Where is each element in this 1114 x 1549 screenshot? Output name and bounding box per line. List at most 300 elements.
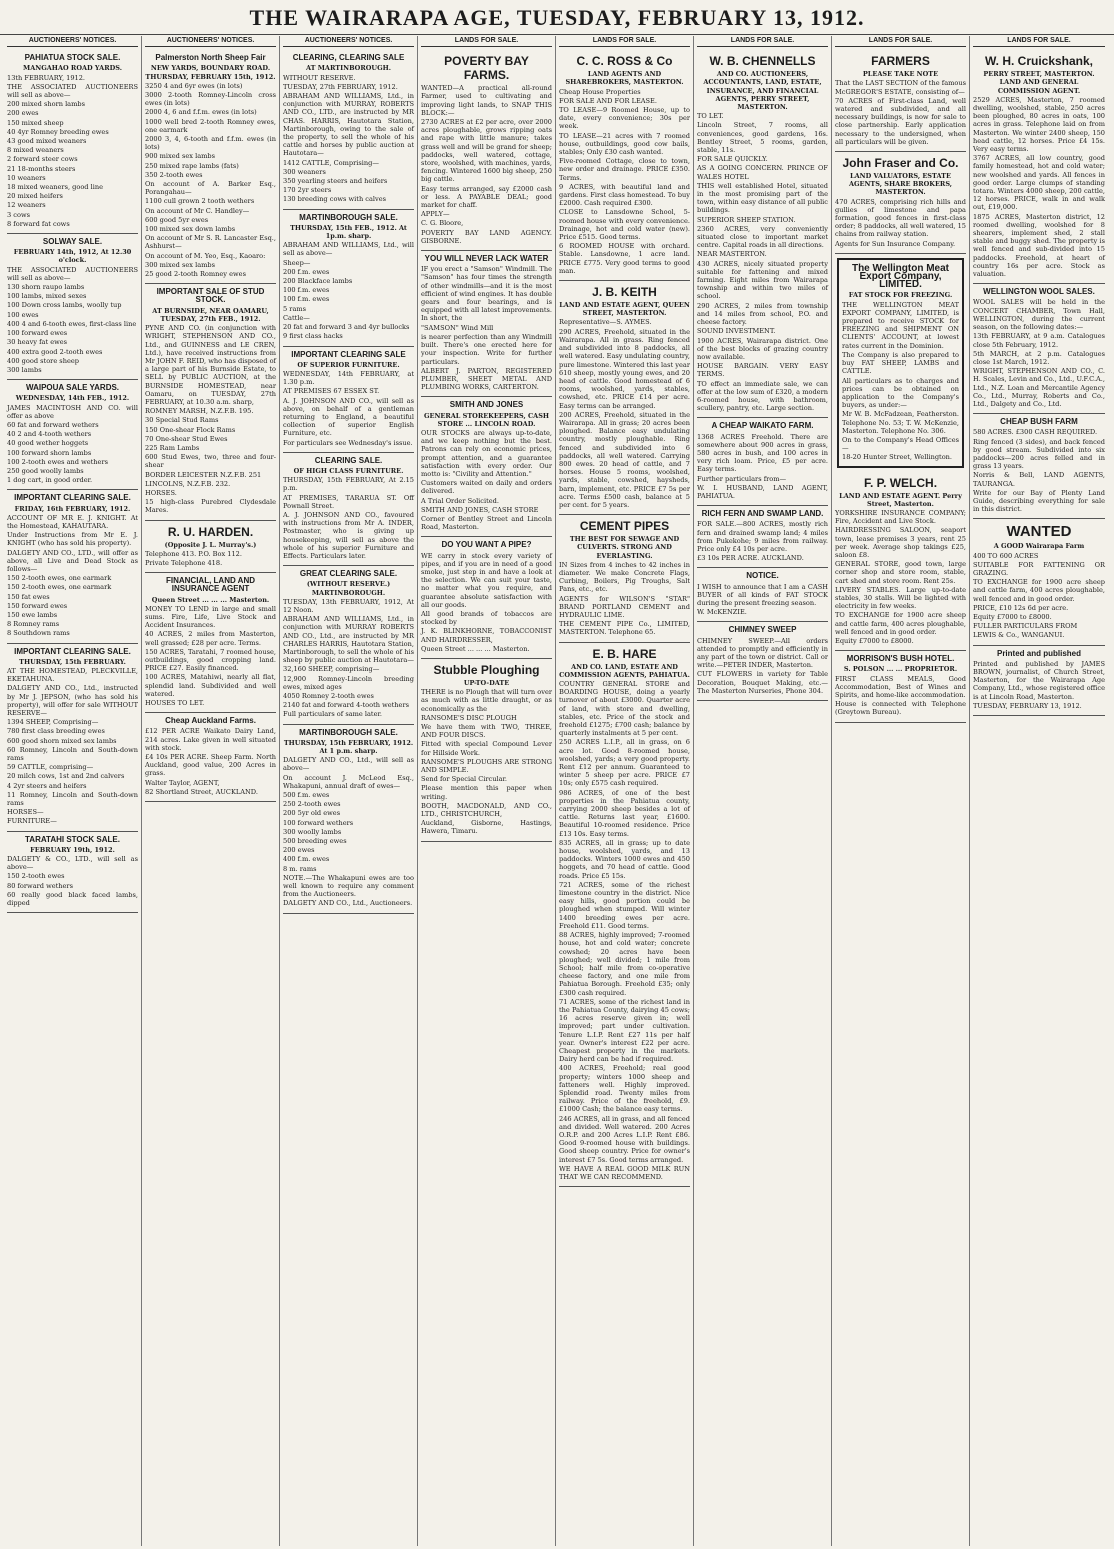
ad-line: TO LEASE—21 acres with 7 roomed house, outbuildings, good cow bails, stables; Only £30 cash wanted. <box>559 131 690 157</box>
ad-line: 250 mixed rape lambs (fats) <box>145 161 239 170</box>
ad-line: SOUND INVESTMENT. <box>697 327 776 336</box>
ad-line: HAIRDRESSING SALOON, seaport town, lease premises 3 years, rent 25 per week. Average shop takings £25, saloon £8. <box>835 526 966 559</box>
ad-line: SUITABLE FOR FATTENING OR GRAZING. <box>973 560 1105 577</box>
ad-line: House is connected with Telephone (Greytown Bureau). <box>835 700 966 717</box>
ad-line: 400 good store sheep <box>7 356 79 365</box>
advertisement <box>283 566 414 724</box>
advertisement <box>7 380 138 490</box>
ad-title: CLEARING, CLEARING SALE <box>292 53 405 63</box>
ad-line: 2529 ACRES, Masterton, 7 roomed dwelling, woolshed, stable, 250 acres been ploughed, 80 acres in oats, 100 acres in grass. Telephone laid on from Masterton. We winter 2400 sheep, 150 head cattle, 12 horses. Price £4 15s. Very easy terms. <box>973 95 1105 154</box>
ad-line: is nearer perfection than any Windmill built. There's one erected here for your inspection. Write for further particulars. <box>421 332 552 366</box>
advertisement <box>973 646 1105 716</box>
advertisement <box>145 573 276 713</box>
ad-line: HORSES— <box>7 808 44 817</box>
ad-title: CEMENT PIPES <box>579 519 670 534</box>
ad-line: 400 4 and 6-tooth ewes, first-class line <box>7 319 137 328</box>
ad-line: 25 good 2-tooth Romney ewes <box>145 270 246 279</box>
ad-line: 8 forward fat cows <box>7 219 70 228</box>
ad-line: 986 ACRES, of one of the best properties in the Pahiatua county, carrying 2000 sheep besides a lot of cattle. Returns last year, £1600. Beautiful 10-roomed residence. Price £13 10s. Easy terms. <box>559 788 690 838</box>
ad-line: 18 mixed weaners, good line <box>7 183 103 192</box>
ad-subtitle: FEBRUARY 14th, 1912, At 12.30 o'clock. <box>13 248 132 265</box>
advertisement <box>697 568 828 622</box>
ad-line: 20 mixed heifers <box>7 192 63 201</box>
masthead <box>0 0 1114 35</box>
ad-line: SUPERIOR SHEEP STATION. <box>697 215 796 224</box>
ad-line: Auckland, Gisborne, Hastings, Hawera, Timaru. <box>421 819 552 836</box>
ad-line: £12 PER ACRE Waikato Dairy Land, 214 acres. Lake given in well situated with stock. <box>145 727 276 752</box>
advertisement <box>973 50 1105 284</box>
ad-line: 150 2-tooth ewes, one earmark <box>7 574 112 583</box>
ad-line: RANSOME'S PLOUGHS ARE STRONG AND SIMPLE. <box>421 757 552 775</box>
ad-line: The Company is also prepared to buy FAT SHEEP, LAMBS and CATTLE. <box>842 350 959 376</box>
ad-title: A CHEAP WAIKATO FARM. <box>711 421 814 431</box>
ad-subtitle: NEW YARDS, BOUNDARY ROAD. THURSDAY, FEBRUARY 15th, 1912. <box>145 64 276 81</box>
ad-title: IMPORTANT CLEARING SALE <box>291 349 406 359</box>
ad-line: 70 ACRES of First-class Land, well watered and subdivided, and all necessary buildings, is now for sale to close partnership. Early application necessary to the undersigned, when all particulars will be given. <box>835 96 966 146</box>
ad-line: FIRST CLASS MEALS, Good Accommodation, Best of Wines and Spirits, and home-like accommodation. <box>835 674 966 699</box>
ad-title: MARTINBOROUGH SALE. <box>299 212 398 222</box>
ad-line: 13th FEBRUARY, 1912. <box>7 73 86 82</box>
ad-line: 1000 well bred 2-tooth Romney ewes, one earmark <box>145 117 276 134</box>
ad-subtitle: THURSDAY, 15th FEBRUARY. <box>19 657 126 666</box>
ad-subtitle: FAT STOCK FOR FREEZING. <box>848 291 953 300</box>
ad-subtitle: Queen Street ... ... ... Masterton. <box>151 595 270 604</box>
ad-line: 100 lambs, mixed sexes <box>7 292 87 301</box>
ad-line: That the LAST SECTION of the famous McGREGOR'S ESTATE, consisting of— <box>835 79 966 96</box>
advertisement <box>7 490 138 643</box>
ad-line: 3250 4 and 6yr ewes (in lots) <box>145 81 243 90</box>
ad-line: THE ASSOCIATED AUCTIONEERS will sell as above— <box>7 265 138 282</box>
ad-line: WOOL SALES will be held in the CONCERT CHAMBER, Town Hall, WELLINGTON, during the current season, on the following dates:— <box>973 298 1105 332</box>
ad-line: ABRAHAM AND WILLIAMS, Ltd., will sell as above— <box>283 241 414 258</box>
ad-line: LIVERY STABLES. Large up-to-date stables, 30 stalls. Will be lighted with electricity in few weeks. <box>835 585 966 611</box>
ad-line: A. J. JOHNSON AND CO., favoured with instructions from Mr A. INDER, Postmaster, who is giving up housekeeping, will sell as above the whole of his superior Furniture and Effects. Particulars later. <box>283 510 414 560</box>
advertisement <box>283 725 414 914</box>
ad-line: 1412 CATTLE, Comprising— <box>283 158 379 167</box>
ad-line: 150 2-tooth ewes, one earmark <box>7 583 112 592</box>
ad-line: I WISH to announce that I am a CASH BUYER of all kinds of FAT STOCK during the present freezing season. <box>697 582 828 607</box>
ad-line: £4 10s PER ACRE. Sheep Farm. North Auckland, good value, 200 Acres in grass. <box>145 753 276 778</box>
ad-title: SMITH AND JONES <box>449 400 524 410</box>
ad-line: Ring fenced (3 sides), and back fenced by good stream. Subdivided into six paddocks—200 acres felled and in grass 13 years. <box>973 437 1105 471</box>
ad-line: 32,160 SHEEP, comprising— <box>283 665 380 674</box>
ad-line: 100 forward shorn lambs <box>7 448 92 457</box>
ad-line: Fitted with special Compound Lever for Hillside Work. <box>421 740 552 757</box>
ad-line: LINCOLNS, N.Z.F.B. 232. <box>145 479 231 488</box>
advertisement <box>973 284 1105 414</box>
advertisement <box>421 251 552 397</box>
ad-title: Printed and published <box>996 648 1081 658</box>
ad-line: 1875 ACRES, Masterton district, 12 roomed dwelling, woolshed for 8 shearers, implement shed, 2 stall stable and buggy shed. The property is well fenced and sub-divided into 15 paddocks. Freehold, at heart of country 16s per acre. Stock as valuation. <box>973 212 1105 279</box>
ad-title: C. C. ROSS & Co <box>576 54 673 69</box>
ad-line: 500 breeding ewes <box>283 837 347 846</box>
ad-line: 40 2 and 4-tooth wethers <box>7 430 92 439</box>
advertisement <box>421 397 552 537</box>
ad-line: THURSDAY, 15th FEBRUARY, At 2.15 p.m. <box>283 476 414 493</box>
ad-line: On to the Company's Head Offices— <box>842 435 959 453</box>
ad-line: JAMES MACINTOSH AND CO. will offer as above <box>7 403 138 420</box>
ad-line: 2000 4, 6 and f.f.m. ewes (in lots) <box>145 108 257 117</box>
ad-title: IMPORTANT CLEARING SALE. <box>14 493 131 503</box>
ad-line: WE carry in stock every variety of pipes, and if you are in need of a good smoke, just step in and have a look at the selection. We can suit your taste, no matter what you require, and guarantee absolute satisfaction with all our goods. <box>421 551 552 609</box>
ad-line: Please mention this paper when writing. <box>421 784 552 801</box>
ad-line: Printed and published by JAMES BROWN, journalist, of Church Street, Masterton, for the Wairarapa Age Company, Ltd., whose registered office is at Lincoln Road, Masterton. <box>973 659 1105 701</box>
advertisement <box>973 519 1105 645</box>
ad-line: On account of Mr C. Handley— <box>145 206 250 215</box>
ad-line: HOUSE BARGAIN. VERY EASY TERMS. <box>697 362 828 379</box>
column-8 <box>970 36 1108 1546</box>
ad-line: 100 f.m. ewes <box>283 295 330 304</box>
ad-line: A. J. JOHNSON AND CO., will sell as above, on behalf of a gentleman returning to England, a beautiful collection of superior English Furniture, etc. <box>283 396 414 438</box>
ad-line: Private Telephone 418. <box>145 558 223 567</box>
advertisement <box>145 50 276 284</box>
ad-line: ABRAHAM AND WILLIAMS, Ltd., in conjunction with MURRAY, ROBERTS AND CO., LTD., are instructed by MR CHAS. HARRIS, Hautotara Station, Martinborough, owing to the sale of the property, to sell the whole of his cattle and horses by public auction at Hautotara— <box>283 92 414 158</box>
advertisement <box>835 152 966 254</box>
ad-line: 100 ACRES, Matahiwi, nearly all flat, splendid land. Subdivided and well watered. <box>145 673 276 698</box>
ad-line: 100 forward ewes <box>7 329 68 338</box>
ad-title: Palmerston North Sheep Fair <box>155 53 266 63</box>
ad-title: IMPORTANT SALE OF STUD STOCK. <box>156 287 265 305</box>
ad-subtitle: LAND VALUATORS, ESTATE AGENTS, SHARE BROKERS, MASTERTON. <box>848 172 953 197</box>
ad-line: PRICE, £10 12s 6d per acre. <box>973 603 1069 612</box>
ad-line: Customers waited on daily and orders delivered. <box>421 479 552 496</box>
ad-title: MORRISON'S BUSH HOTEL. <box>846 654 955 664</box>
ad-line: Further particulars from— <box>697 474 787 483</box>
ad-line: 30 heavy fat ewes <box>7 338 68 347</box>
ad-line: CUT FLOWERS in variety for Table Decoration, Bouquet Making, etc.—The Masterton Nurseries, Phone 304. <box>697 670 828 695</box>
ad-line: THE CEMENT PIPE Co., LIMITED, MASTERTON. Telephone 65. <box>559 620 690 637</box>
ad-line: 12 weaners <box>7 201 46 210</box>
ad-line: On account J. McLeod Esq., Whakapuni, annual draft of ewes— <box>283 773 414 790</box>
ad-subtitle: PLEASE TAKE NOTE <box>862 70 939 79</box>
ad-title: CHEAP BUSH FARM <box>1000 417 1078 427</box>
ad-line: ABRAHAM AND WILLIAMS, Ltd., in conjunction with MURRAY ROBERTS AND CO., Ltd., are instructed by MR CHARLES HARRIS, Hautotara Station, Martinborough, to sell the whole of his sheep by public auction at Hautotara— <box>283 615 414 665</box>
ad-line: 200 ewes <box>283 846 315 855</box>
ad-title: W. H. Cruickshank, <box>984 54 1094 69</box>
ad-line: 3 cows <box>7 210 30 219</box>
ad-title: FARMERS <box>871 54 930 69</box>
ad-line: GENERAL STORE, good town, large corner shop and store room, stable, cart shed and store room. Rent 25s. <box>835 560 966 585</box>
advertisement <box>559 643 690 1188</box>
ad-title: RICH FERN AND SWAMP LAND. <box>701 509 824 519</box>
ad-line: DALGETY AND CO., Ltd., will sell as above— <box>283 756 414 773</box>
ad-line: WITHOUT RESERVE. <box>283 73 356 82</box>
ad-subtitle: AT MARTINBOROUGH. <box>305 64 392 73</box>
ad-title: PAHIATUA STOCK SALE. <box>24 53 121 63</box>
ad-title: MARTINBOROUGH SALE. <box>299 727 398 737</box>
column-header: AUCTIONEERS' NOTICES. <box>145 36 276 47</box>
ad-title: Stubble Ploughing <box>433 663 540 677</box>
ad-line: HORSES. <box>145 488 177 497</box>
ad-line: TO LET. <box>697 112 724 121</box>
ad-line: IN Sizes from 4 inches to 42 inches in diameter. We make Concrete Flags, Curbing, Boilers, Pig Troughs, Salt Pans, etc., etc. <box>559 560 690 594</box>
column-header: LANDS FOR SALE. <box>835 36 966 47</box>
ad-line: 130 shorn raupo lambs <box>7 283 85 292</box>
ad-line: 200 5yr old ewes <box>283 809 341 818</box>
ad-title: The Wellington Meat Export Company, LIMITED. <box>851 262 950 291</box>
ad-subtitle: S. POLSON ... ... PROPRIETOR. <box>843 665 958 674</box>
ad-line: 835 ACRES, all in grass; up to date house, woolshed, yards, and 13 paddocks. Winters 1000 ewes and 450 hoggets, and 70 head of cattle. Good roads. Price £5 15s. <box>559 838 690 880</box>
ad-line: CLOSE to Lansdowne School, 5-roomed house with every convenience. Drainage, hot and cold water (new). Price £515. Good terms. <box>559 208 690 242</box>
ad-title: E. B. HARE <box>592 646 657 661</box>
ad-line: Corner of Bentley Street and Lincoln Road, Masterton. <box>421 514 552 532</box>
ad-line: 400 extra good 2-tooth ewes <box>7 347 103 356</box>
ad-title: W. B. CHENNELLS <box>709 54 816 69</box>
ad-line: FULLER PARTICULARS FROM <box>973 622 1078 631</box>
ad-line: 30 Special Stud Rams <box>145 416 219 425</box>
ad-line: 100 forward wethers <box>283 818 354 827</box>
ad-line: NOTE.—The Whakapuni ewes are too well known to require any comment from the Auctioneers. <box>283 873 414 899</box>
ad-line: 300 mixed sex lambs <box>145 260 215 269</box>
ad-title: CLEARING SALE. <box>314 455 383 465</box>
ad-line: WEDNESDAY, 14th FEBRUARY, at 1.30 p.m. <box>283 369 414 387</box>
ad-subtitle: WEDNESDAY, 14th FEB., 1912. <box>15 394 130 403</box>
ad-line: 350 yearling steers and heifers <box>283 177 388 186</box>
ad-title: POVERTY BAY FARMS. <box>444 54 529 83</box>
ad-line: IF you erect a "Samson" Windmill. The "Samson" has four times the strength of other windmills—and it is the most efficient of wind engines. It has double gears and four bearings, and is equipped with all latest improvements. In short, the <box>421 265 552 323</box>
ad-line: 290 ACRES, 2 miles from township and 14 miles from school, P.O. and cheese factory. <box>697 301 828 327</box>
ad-subtitle: OF HIGH CLASS FURNITURE. <box>293 466 404 475</box>
advertisement <box>283 210 414 347</box>
ad-line: 59 CATTLE, comprising— <box>7 763 94 772</box>
ad-line: FOR SALE.—800 ACRES, mostly rich fern and drained swamp land; 4 miles from Pukekohe; 9 miles from railway. Price only £4 10s per acre. <box>697 520 828 553</box>
ad-line: 1 dog cart, in good order. <box>7 476 93 485</box>
ad-title: GREAT CLEARING SALE. <box>299 569 398 579</box>
advertisement <box>559 281 690 515</box>
ad-line: 2360 ACRES, very conveniently situated close to important market centre. Capital roads in all directions. <box>697 224 828 250</box>
ad-line: 290 ACRES, Freehold, situated in the Wairarapa. All in grass. Ring fenced and subdivided into 8 paddocks, all well watered. Easy undulating country, pure limestone. Wintered this last year 610 sheep, mostly young ewes, and 20 head of cattle. Good homestead of 6 rooms, woolshed, yards, stables, cowshed, etc. PRICE £14 per acre. Easy terms can be arranged. <box>559 327 690 410</box>
ad-line: TO LEASE—9 Roomed House, up to date, every convenience; 30s per week. <box>559 106 690 131</box>
ad-line: W. McKENZIE. <box>697 608 747 617</box>
ad-line: YORKSHIRE INSURANCE COMPANY; Fire, Accident and Live Stock. <box>835 508 966 526</box>
ad-line: CHIMNEY SWEEP.—All orders attended to promptly and efficiently in any part of the town or district. Call or write.—PETER INDER, Masterton. <box>697 636 828 670</box>
ad-line: On account of Mr S. R. Lancaster Esq., Ashhurst— <box>145 234 276 251</box>
advertisement <box>145 521 276 574</box>
ad-subtitle: AT BURNSIDE, NEAR OAMARU, TUESDAY, 27th FEB., 1912. <box>152 306 269 323</box>
ad-line: 5 rams <box>283 304 307 313</box>
ad-line: 400 TO 600 ACRES <box>973 551 1039 560</box>
column-header: LANDS FOR SALE. <box>697 36 828 47</box>
ad-line: DALGETY AND CO., LTD., will offer as above, all Live and Dead Stock as follows— <box>7 548 138 573</box>
advertisement <box>837 258 964 468</box>
ad-line: BORDER LEICESTER N.Z.F.B. 251 <box>145 470 262 479</box>
ad-title: SOLWAY SALE. <box>42 237 103 247</box>
ad-line: 5th MARCH, at 2 p.m. Catalogues close 1st March, 1912. <box>973 349 1105 366</box>
ad-line: Lincoln Street, 7 rooms, all conveniences, good gardens, 16s. Bentley Street, 5 rooms, garden, stable, 11s. <box>697 121 828 155</box>
ad-line: 200 ACRES, Freehold, situated in the Wairarapa. All in grass; 20 acres been ploughed. Balance easy undulating country, mostly ploughable. Ring fenced and subdivided into 6 paddocks, all well watered. Carrying 800 ewes. 20 head of cattle, and 7 horses. House 5 rooms, woolshed, yards, stable, cowshed, haysheds, barn, implement, etc. PRICE £7 5s per acre. Terms £500 cash, balance at 5 per cent. for 5 years. <box>559 410 690 509</box>
ad-title: Cheap Auckland Farms. <box>165 716 256 726</box>
ad-title: TARATAHI STOCK SALE. <box>25 834 120 844</box>
ad-line: Sheep— <box>283 258 311 267</box>
ad-line: RANSOME'S DISC PLOUGH <box>421 713 517 722</box>
advertisement <box>283 453 414 566</box>
ad-line: On account of A. Barker Esq., Porangahau— <box>145 180 276 197</box>
ad-line: 40 4yr Romney breeding ewes <box>7 127 109 136</box>
ad-line: Agents for Sun Insurance Company. <box>835 239 956 248</box>
ad-line: 3767 ACRES, all low country, good family homestead, hot and cold water; new woolshed and yards. All fences in good order. Large clumps of standing totara. Winters 4000 sheep, 200 cattle, 12 horses. PRICE, walk in and walk out, £19,000. <box>973 154 1105 212</box>
ad-line: Norris & Bell, LAND AGENTS, TAURANGA. <box>973 471 1105 488</box>
column-7 <box>832 36 970 1546</box>
advertisement <box>697 506 828 568</box>
ad-subtitle: MANGAHAO ROAD YARDS. <box>23 64 122 73</box>
ad-line: Equity £7000 to £8000. <box>835 636 914 645</box>
ad-line: Telephone 413. P.O. Box 112. <box>145 549 242 558</box>
column-2 <box>142 36 280 1546</box>
ad-line: 71 ACRES, some of the richest land in the Pahiatua County, dairying 45 cows; 16 acres reserve given in; well improved; part under cultivation. Tenure L.I.P. Rent £27 11s per half year. Owner's interest £22 per acre. Cheapest property in the markets. Dairy herd can be had if required. <box>559 997 690 1064</box>
ad-line: TUESDAY, 27th FEBRUARY, 1912. <box>283 82 398 91</box>
ad-line: 100 ewes <box>7 310 39 319</box>
ad-line: Five-roomed Cottage, close to town, new order and drainage. PRICE £350. Terms. <box>559 157 690 182</box>
advertisement <box>697 418 828 506</box>
ad-line: ROMNEY MARSH, N.Z.F.B. 195. <box>145 407 254 416</box>
ad-line: Write for our Bay of Plenty Land Guide, describing everything for sale in this district. <box>973 488 1105 514</box>
ad-title: John Fraser and Co. <box>842 156 959 171</box>
ad-line: 246 ACRES, all in grass, and all fenced and divided. Well watered. 200 Acres O.R.P. and 200 Acres L.I.P. Rent £86. Good 9-roomed house with buildings. Good sheep country. Price for owner's interest £7 5s. Good terms arranged. <box>559 1114 690 1164</box>
advertisement <box>421 659 552 842</box>
ad-subtitle: LAND AGENTS AND SHAREBROKERS, MASTERTON. <box>565 70 684 87</box>
ad-line: 300 weaners <box>283 167 326 176</box>
advertisement <box>697 50 828 418</box>
ad-line: 21 18-months steers <box>7 164 76 173</box>
advertisement <box>7 50 138 234</box>
advertisement <box>7 832 138 914</box>
ad-line: WE HAVE A REAL GOOD MILK RUN THAT WE CAN RECOMMEND. <box>559 1164 690 1181</box>
ad-line: 600 Stud Ewes, two, three and four-shear <box>145 453 276 470</box>
ad-line: THERE is no Plough that will turn over as much with as little draught, or as economically as the <box>421 688 552 713</box>
ad-line: 6 ROOMED HOUSE with orchard. Stable. Lansdowne, 1 acre land. PRICE £775. Very good terms to good man. <box>559 242 690 275</box>
advertisement <box>559 50 690 281</box>
ad-line: All particulars as to charges and prices can be obtained on application to the Company's buyers, as under:— <box>842 376 959 410</box>
ad-line: POVERTY BAY LAND AGENCY. GISBORNE. <box>421 228 552 245</box>
ad-subtitle: THURSDAY, 15th FEB., 1912. At 1p.m. sharp. <box>290 223 407 241</box>
ad-line: 60 fat and forward wethers <box>7 420 99 429</box>
advertisement <box>7 644 138 832</box>
ad-line: 150 ACRES, Taratahi, 7 roomed house, outbuildings, good cropping land. PRICE £27. Easily financed. <box>145 647 276 673</box>
ad-line: 1100 cull grown 2 tooth wethers <box>145 197 255 206</box>
ad-line: AT PREMISES, TARARUA ST. Off Pownall Street. <box>283 493 414 510</box>
ad-line: 780 first class breeding ewes <box>7 727 105 736</box>
ad-line: 8 Southdown rams <box>7 629 70 638</box>
ad-title: FINANCIAL, LAND AND INSURANCE AGENT <box>165 576 256 594</box>
column-3 <box>280 36 418 1546</box>
ad-line: 250 ACRES L.I.P., all in grass, on 6 acre lot. Good 8-roomed house, woolshed, yards; a very good property. Rent £12 per annum. Guaranteed to winter 5 sheep per acre. PRICE £7 10s; only £575 cash required. <box>559 738 690 788</box>
ad-line: 130 breeding cows with calves <box>283 195 387 204</box>
column-5 <box>556 36 694 1546</box>
ad-line: 200 f.m. ewes <box>283 267 330 276</box>
ad-line: 4050 Romney 2-tooth ewes <box>283 692 374 701</box>
ad-line: 82 Shortland Street, AUCKLAND. <box>145 787 258 796</box>
ad-line: SMITH AND JONES, CASH STORE <box>421 505 539 514</box>
ad-subtitle: LAND AND ESTATE AGENT. Perry Street, Masterton. <box>839 491 962 508</box>
ad-subtitle: AND CO. AUCTIONEERS, ACCOUNTANTS, LAND, ESTATE, INSURANCE, AND FINANCIAL AGENTS, PERRY STREET, MASTERTON. <box>703 70 822 112</box>
advertisement <box>559 515 690 642</box>
ad-line: 200 Blackface lambs <box>283 277 353 286</box>
ad-line: MONEY TO LEND in large and small sums. Fire, Life, Live Stock and Accident Insurances. <box>145 604 276 630</box>
ad-line: AS A GOING CONCERN. PRINCE OF WALES HOTEL <box>697 164 828 181</box>
ad-line: 430 ACRES, nicely situated property suitable for fattening and mixed farming. Eight miles from Wairarapa township and within two miles of school. <box>697 259 828 301</box>
ad-line: AT THE HOMESTEAD, PLECKVILLE, EKETAHUNA. <box>7 667 138 684</box>
ad-line: TO EXCHANGE for 1900 acre sheep and cattle farm, 400 acres ploughable, well fenced and in good order. <box>835 611 966 636</box>
ad-line: 225 Ram Lambs <box>145 443 200 452</box>
ad-line: Representative—S. AYMES. <box>559 318 652 327</box>
ad-line: 150 mixed sheep <box>7 118 64 127</box>
ad-subtitle: AND CO. LAND, ESTATE AND COMMISSION AGENTS, PAHIATUA. <box>559 662 690 679</box>
ad-line: TO EXCHANGE for 1900 acre sheep and cattle farm, 400 acres ploughable, well fenced and in good order. <box>973 578 1105 603</box>
ad-line: We have them with TWO, THREE, AND FOUR DISCS. <box>421 723 552 740</box>
ad-subtitle: OF SUPERIOR FURNITURE. <box>297 360 400 369</box>
ad-line: 400 ACRES, Freehold; real good property; winters 1000 sheep and fatteners well. Highly improved. Splendid road. Twenty miles from railway. Price of the freehold, £9. £1000 Cash; the balance easy terms. <box>559 1064 690 1114</box>
ad-line: FURNITURE— <box>7 817 57 826</box>
ad-line: OUR STOCKS are always up-to-date, and we keep nothing but the best. Patrons can rely on economic prices, prompt attention, and a guarantee satisfaction with every order. Our motto is: "Civility and Attention." <box>421 428 552 478</box>
column-header: LANDS FOR SALE. <box>559 36 690 47</box>
ad-line: THIS well established Hotel, situated in the most promising part of the town, within easy distance of all public buildings. <box>697 181 828 215</box>
ad-line: 150 forward ewes <box>7 601 68 610</box>
ad-line: 721 ACRES, some of the richest limestone country in the district. Nice easy hills, good portion could be ploughed when stumped. Will winter 1400 breeding ewes per acre. Freehold £11. Good terms. <box>559 880 690 930</box>
ad-subtitle: THURSDAY, 15th FEBRUARY, 1912. At 1 p.m. sharp. <box>283 738 414 756</box>
ad-line: 600 good shorn mixed sex lambs <box>7 736 117 745</box>
advertisement <box>421 50 552 251</box>
ad-line: WANTED—A practical all-round Farmer, used to cultivating and improving light lands, to SNAP THIS BLOCK:— <box>421 84 552 117</box>
ad-line: 9 ACRES, with beautiful land and gardens. First class homestead. To buy £2000. Cash required £300. <box>559 182 690 208</box>
column-header: LANDS FOR SALE. <box>421 36 552 47</box>
ad-title: DO YOU WANT A PIPE? <box>441 540 532 550</box>
ad-subtitle: THE BEST FOR SEWAGE AND CULVERTS. STRONG AND EVERLASTING. <box>569 535 680 560</box>
ad-subtitle: PERRY STREET, MASTERTON. LAND AND GENERAL COMMISSION AGENT. <box>983 70 1095 95</box>
column-6 <box>694 36 832 1546</box>
ad-line: TUESDAY, 13th FEBRUARY, 1912, At 12 Noon. <box>283 597 414 614</box>
ad-subtitle: FRIDAY, 16th FEBRUARY, 1912. <box>14 504 131 513</box>
ad-subtitle: GENERAL STOREKEEPERS, CASH STORE ... LINCOLN ROAD. <box>423 411 550 428</box>
advertisement <box>835 651 966 722</box>
ad-line: 100 mixed sex down lambs <box>145 225 236 234</box>
ad-line: 18-20 Hunter Street, Wellington. <box>842 453 953 462</box>
ad-line: NEAR MASTERTON. <box>697 250 767 259</box>
ad-line: 250 2-tooth ewes <box>283 800 341 809</box>
ad-subtitle: LAND AND ESTATE AGENT, QUEEN STREET, MASTERTON. <box>559 301 690 318</box>
ad-line: 12,900 Romney-Lincoln breeding ewes, mixed ages <box>283 674 414 691</box>
ad-line: THE ASSOCIATED AUCTIONEERS will sell as above— <box>7 82 138 100</box>
ad-line: DALGETY AND CO., Ltd., Auctioneers. <box>283 899 413 908</box>
advertisement <box>145 713 276 802</box>
ad-line: 170 2yr steers <box>283 186 332 195</box>
ad-title: IMPORTANT CLEARING SALE. <box>14 646 131 656</box>
ad-line: Queen Street ... ... ... Masterton. <box>421 644 530 653</box>
ad-title: WAIPOUA SALE YARDS. <box>25 383 120 393</box>
ad-line: AT PREMISES 67 ESSEX ST. <box>283 387 380 396</box>
advertisement <box>421 537 552 659</box>
ad-line: FOR SALE AND FOR LEASE. <box>559 96 657 105</box>
advertisement <box>835 472 966 652</box>
ad-line: 11 Romney, Lincoln and South-down rams <box>7 790 138 808</box>
ad-line: 200 ewes <box>7 109 39 118</box>
advertisement <box>283 347 414 453</box>
ad-line: 2730 ACRES at £2 per acre, over 2000 acres ploughable, grows ripping oats and rape with little manure; takes grass well and will be grand for sheep; paddocks, well watered, cottage, store, woolshed, with machines, yards, fencing. Wintered 1600 big sheep, 250 big cattle. <box>421 118 552 184</box>
ad-line: COUNTRY GENERAL STORE and BOARDING HOUSE, doing a yearly turnover of about £3000. Quarter acre of land, with store and dwelling, stables, etc. Price of the stock and freehold £1275; £700 cash; balance by quarterly instalments at 5 per cent. <box>559 680 690 738</box>
ad-line: "SAMSON" Wind Mill <box>421 323 494 332</box>
ad-title: NOTICE. <box>746 571 779 581</box>
ad-line: C. G. Bloore, <box>421 219 464 228</box>
advertisement <box>973 414 1105 519</box>
column-header: LANDS FOR SALE. <box>973 36 1105 47</box>
ad-line: £3 10s PER ACRE. AUCKLAND. <box>697 554 804 563</box>
ad-line: TUESDAY, FEBRUARY 13, 1912. <box>973 701 1082 710</box>
ad-line: BOOTH, MACDONALD, AND CO., LTD., CHRISTCHURCH, <box>421 801 552 819</box>
advertisement <box>283 50 414 209</box>
ad-line: 300 woolly lambs <box>283 827 342 836</box>
ad-line: W. I. HUSBAND, LAND AGENT, PAHIATUA. <box>697 483 828 500</box>
ad-line: All good brands of tobaccos are stocked by <box>421 609 552 627</box>
ad-line: On account of M. Yeo, Esq., Kaoaro: <box>145 251 266 260</box>
